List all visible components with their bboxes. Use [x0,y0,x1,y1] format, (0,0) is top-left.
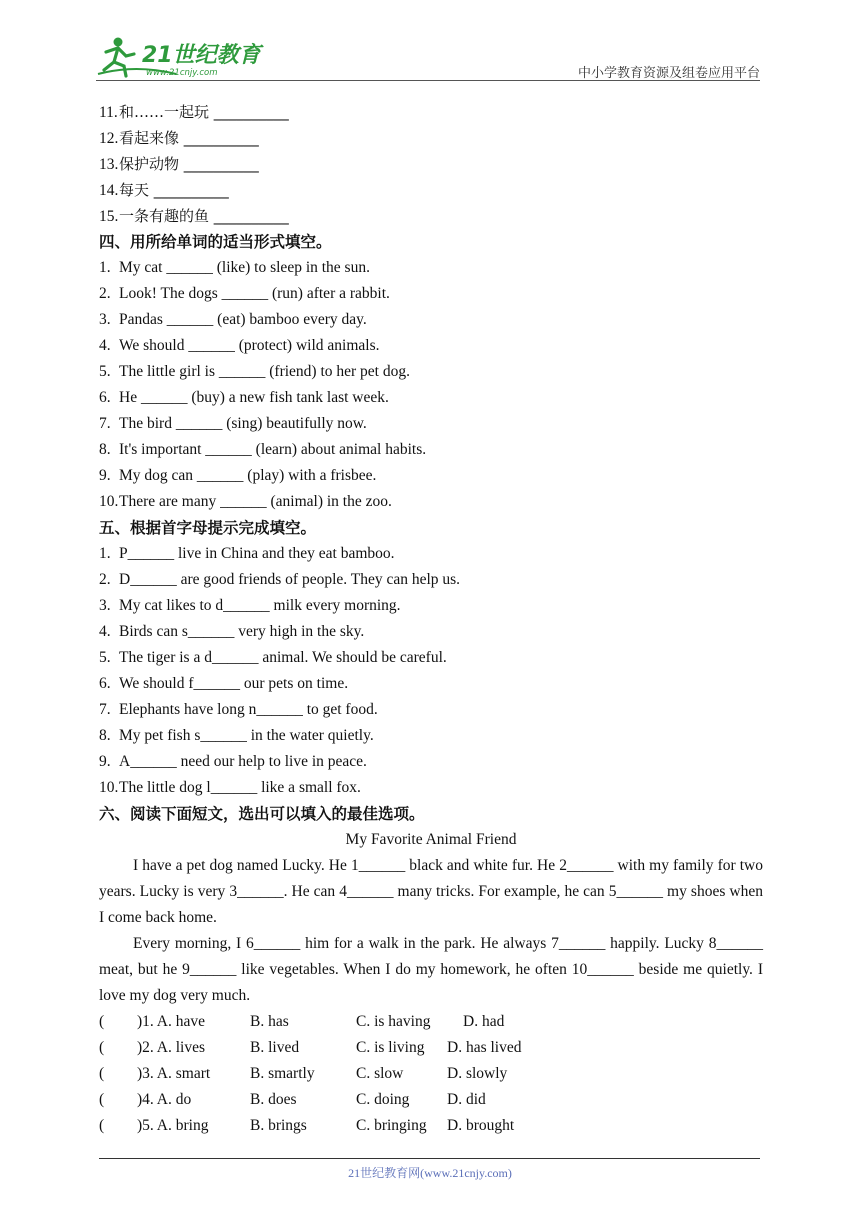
section6-heading: 六、阅读下面短文，选出可以填入的最佳选项。 [99,805,425,823]
section5-heading: 五、根据首字母提示完成填空。 [99,519,317,537]
list-item: 9. A______ need our help to live in peace. [99,753,367,770]
list-item: 3. My cat likes to d______ milk every morning. [99,597,401,614]
list-item: 3. Pandas ______ (eat) bamboo every day. [99,311,367,328]
question-list [99,1009,763,1139]
section3-tail-list [99,99,763,229]
page-header [96,30,760,82]
question-row: ( )5. A. bring B. brings C. bringing D. brought [99,1117,515,1134]
passage-paragraph: Every morning, I 6______ him for a walk in the park. He always 7______ happily. Lucky 8______ meat, but he 9______ like vegetables. When I do my homework, he often 10______ beside me quietly. I love my dog very much. [99,935,763,1004]
list-item: 5. The little girl is ______ (friend) to her pet dog. [99,363,410,380]
list-item: 12.看起来像 __________ [99,129,259,147]
footer-text: 21世纪教育网(www.21cnjy.com) [348,1166,512,1180]
list-item: 8. My pet fish s______ in the water quietly. [99,727,374,744]
list-item: 15.一条有趣的鱼 __________ [99,207,289,225]
svg-text:21世纪教育: 21世纪教育 [142,43,261,68]
list-item: 11.和……一起玩 __________ [99,103,289,121]
list-item: 4. Birds can s______ very high in the sky. [99,623,365,640]
list-item: 2. D______ are good friends of people. They can help us. [99,571,461,588]
header-platform-text: 中小学教育资源及组卷应用平台 [577,66,760,81]
svg-text:www.21cnjy.com: www.21cnjy.com [146,68,218,78]
question-row: ( )1. A. have B. has C. is having D. had [99,1013,505,1030]
list-item: 8. It's important ______ (learn) about animal habits. [99,441,427,458]
list-item: 1. P______ live in China and they eat bamboo. [99,545,395,562]
list-item: 4. We should ______ (protect) wild animals. [99,337,380,354]
list-item: 10.There are many ______ (animal) in the zoo. [99,493,392,510]
site-logo [96,34,266,78]
header-divider [96,80,760,81]
section4-heading: 四、用所给单词的适当形式填空。 [99,233,332,251]
section5-list [99,541,763,801]
list-item: 1. My cat ______ (like) to sleep in the sun. [99,259,370,276]
question-row: ( )4. A. do B. does C. doing D. did [99,1091,486,1108]
question-row: ( )3. A. smart B. smartly C. slow D. slowly [99,1065,508,1082]
worksheet-content [99,99,763,1139]
list-item: 7. Elephants have long n______ to get food. [99,701,378,718]
list-item: 9. My dog can ______ (play) with a frisbee. [99,467,377,484]
list-item: 7. The bird ______ (sing) beautifully now. [99,415,367,432]
question-row: ( )2. A. lives B. lived C. is living D. has lived [99,1039,522,1056]
section4-list [99,255,763,515]
list-item: 14.每天 __________ [99,181,229,199]
footer-divider [99,1158,760,1159]
list-item: 6. We should f______ our pets on time. [99,675,349,692]
list-item: 13.保护动物 __________ [99,155,259,173]
passage-paragraph: I have a pet dog named Lucky. He 1______ black and white fur. He 2______ with my family for two years. Lucky is very 3______. He can 4______ many tricks. For example, he can 5______ my shoes when I come back home. [99,857,763,926]
passage-title: My Favorite Animal Friend [345,831,517,848]
list-item: 6. He ______ (buy) a new fish tank last week. [99,389,389,406]
list-item: 5. The tiger is a d______ animal. We should be careful. [99,649,447,666]
list-item: 10.The little dog l______ like a small fox. [99,779,361,796]
list-item: 2. Look! The dogs ______ (run) after a rabbit. [99,285,390,302]
